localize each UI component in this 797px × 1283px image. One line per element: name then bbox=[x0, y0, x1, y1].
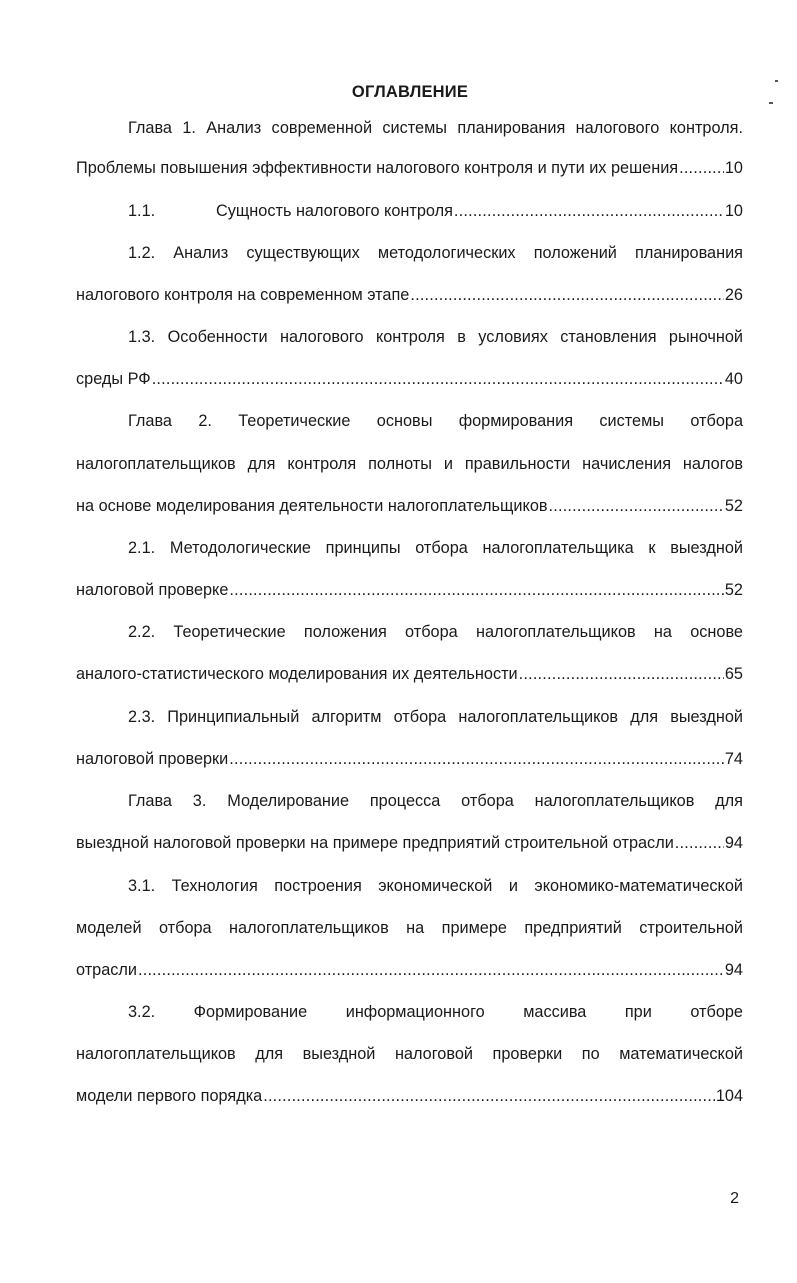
toc-entry-text: 2.1. Методологические принципы отбора налогоплательщика к выездной bbox=[128, 539, 743, 557]
toc-entry-text: 3.1. Технология построения экономической и экономико-математической bbox=[128, 877, 743, 895]
toc-entry-text: Глава 1. Анализ современной системы планирования налогового контроля. bbox=[128, 119, 743, 137]
toc-entry-text: 2.2. Теоретические положения отбора налогоплательщиков на основе bbox=[128, 623, 743, 641]
leader-dots bbox=[229, 579, 723, 601]
toc-entry[interactable] bbox=[128, 200, 743, 222]
toc-entry-text: выездной налоговой проверки на примере предприятий строительной отрасли bbox=[76, 834, 674, 852]
toc-entry-text: налогового контроля на современном этапе bbox=[76, 286, 410, 304]
scan-speck bbox=[775, 80, 778, 82]
toc-page-number: 52 bbox=[724, 581, 743, 599]
toc-entry-text: 1.3. Особенности налогового контроля в условиях становления рыночной bbox=[128, 328, 743, 346]
toc-entry-text: Глава 3. Моделирование процесса отбора налогоплательщиков для bbox=[128, 792, 743, 810]
toc-entry-text: Проблемы повышения эффективности налогового контроля и пути их решения bbox=[76, 159, 679, 177]
leader-dots bbox=[229, 748, 724, 770]
toc-entry[interactable] bbox=[76, 495, 743, 517]
toc-entry[interactable] bbox=[76, 832, 743, 854]
toc-entry[interactable] bbox=[76, 1085, 743, 1107]
toc-page-number: 40 bbox=[724, 370, 743, 388]
toc-entry[interactable] bbox=[76, 748, 743, 770]
toc-page-number: 65 bbox=[724, 665, 743, 683]
toc-entry-text: аналого-статистического моделирования их деятельности bbox=[76, 665, 518, 683]
toc-page-number: 94 bbox=[724, 834, 743, 852]
toc-entry-text: налоговой проверке bbox=[76, 581, 229, 599]
toc-entry-text: на основе моделирования деятельности налогоплательщиков bbox=[76, 497, 548, 515]
toc-entry-text: налогоплательщиков для контроля полноты и правильности начисления налогов bbox=[76, 455, 743, 473]
toc-page-number: 52 bbox=[724, 497, 743, 515]
toc-entry[interactable] bbox=[76, 284, 743, 306]
scan-speck bbox=[769, 102, 773, 104]
section-number: 1.1. bbox=[128, 202, 156, 220]
leader-dots bbox=[138, 959, 724, 981]
leader-dots bbox=[152, 368, 724, 390]
toc-entry-text: отрасли bbox=[76, 961, 137, 979]
toc-entry-text: 3.2. Формирование информационного массива при отборе bbox=[128, 1003, 743, 1021]
toc-entry-text: налогоплательщиков для выездной налоговой проверки по математической bbox=[76, 1045, 743, 1063]
toc-entry[interactable] bbox=[76, 368, 743, 390]
toc-entry[interactable] bbox=[76, 663, 743, 685]
toc-page-number: 74 bbox=[724, 750, 743, 768]
toc-entry-text: Глава 2. Теоретические основы формирования системы отбора bbox=[128, 412, 743, 430]
toc-entry[interactable] bbox=[76, 157, 743, 179]
toc-page-number: 10 bbox=[724, 159, 743, 177]
toc-entry[interactable] bbox=[76, 579, 743, 601]
leader-dots bbox=[549, 495, 724, 517]
toc-entry[interactable] bbox=[76, 959, 743, 981]
toc-entry-text: Сущность налогового контроля bbox=[216, 202, 453, 220]
toc-page-number: 26 bbox=[724, 286, 743, 304]
leader-dots bbox=[410, 284, 724, 306]
leader-dots bbox=[263, 1085, 715, 1107]
page-number: 2 bbox=[730, 1190, 739, 1207]
toc-title: ОГЛАВЛЕНИЕ bbox=[351, 83, 469, 101]
leader-dots bbox=[679, 157, 724, 179]
toc-entry-text: модели первого порядка bbox=[76, 1087, 263, 1105]
leader-dots bbox=[519, 663, 724, 685]
toc-entry-text: 1.2. Анализ существующих методологических положений планирования bbox=[128, 244, 743, 262]
leader-dots bbox=[675, 832, 724, 854]
toc-entry-text: налоговой проверки bbox=[76, 750, 229, 768]
toc-entry-text: среды РФ bbox=[76, 370, 151, 388]
toc-page-number: 10 bbox=[724, 202, 743, 220]
toc-entry-text: 2.3. Принципиальный алгоритм отбора налогоплательщиков для выездной bbox=[128, 708, 743, 726]
leader-dots bbox=[454, 200, 724, 222]
toc-page-number: 104 bbox=[715, 1087, 743, 1105]
toc-entry-text: моделей отбора налогоплательщиков на примере предприятий строительной bbox=[76, 919, 743, 937]
toc-page-number: 94 bbox=[724, 961, 743, 979]
